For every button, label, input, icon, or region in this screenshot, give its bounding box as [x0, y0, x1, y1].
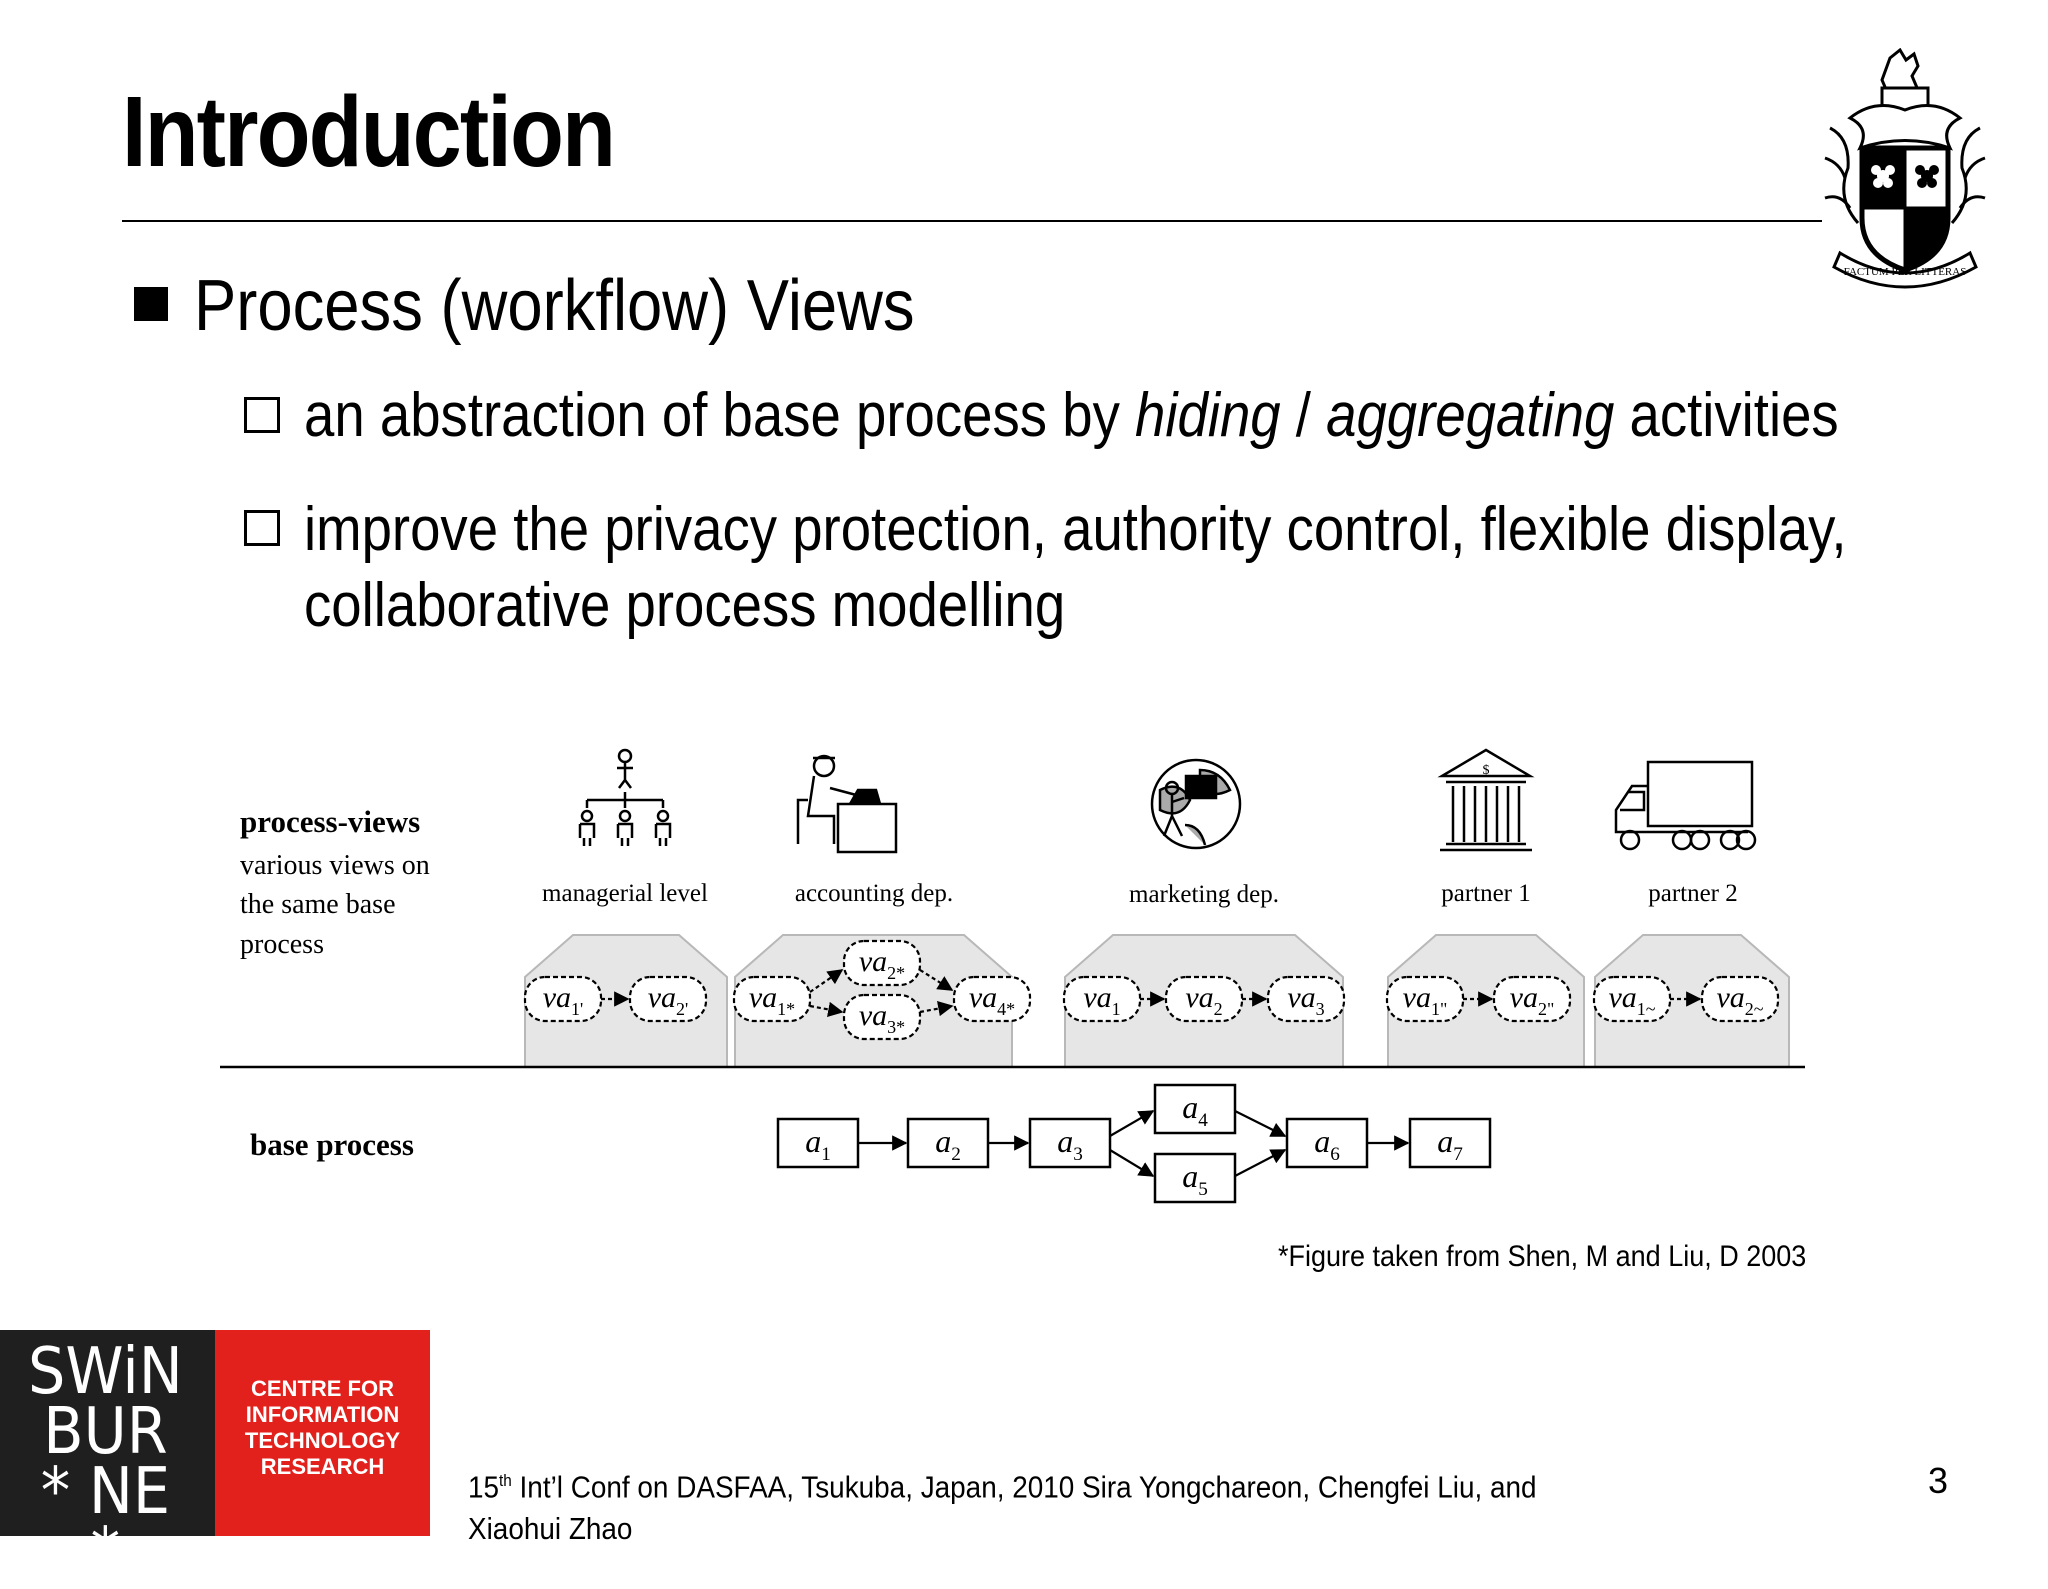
node-label: $va_{1"}$ — [1402, 981, 1448, 1019]
base-activity-node — [1155, 1154, 1235, 1202]
logo-line-2: BUR — [43, 1395, 168, 1469]
logo-centre-line: TECHNOLOGY — [244, 1428, 401, 1453]
managers-hierarchy-icon — [580, 750, 670, 846]
node-label: $va_{2*}$ — [858, 945, 906, 983]
view-activity-node — [1166, 977, 1242, 1021]
process-views-desc-line: process — [240, 929, 324, 960]
logo-wordmark-panel — [0, 1330, 215, 1589]
globe-salesman-icon — [1152, 760, 1240, 848]
base-activity-node — [1155, 1085, 1235, 1133]
truck-icon — [1616, 762, 1755, 849]
view-label-managerial: managerial level — [542, 880, 708, 907]
process-views-label: process-views — [240, 804, 421, 839]
flow-arrow — [1235, 1111, 1285, 1136]
sub-bullet-abstraction: an abstraction of base process by hiding / aggregating activities — [304, 381, 1839, 450]
node-label: $va_2$ — [1185, 981, 1223, 1019]
node-label: $a_1$ — [805, 1123, 831, 1165]
view-label-marketing: marketing dep. — [1129, 881, 1279, 908]
node-label: $va_{2\sim}$ — [1716, 981, 1764, 1019]
base-activity-node — [778, 1119, 858, 1167]
view-activity-node — [630, 977, 706, 1021]
node-label: $va_1$ — [1083, 981, 1121, 1019]
bullet-process-views: Process (workflow) Views — [194, 266, 915, 346]
flow-arrow — [1235, 1150, 1285, 1176]
node-label: $va_{4*}$ — [968, 981, 1016, 1019]
node-label: $va_{1*}$ — [748, 981, 796, 1019]
view-activity-node — [844, 995, 920, 1039]
view-activity-node — [1702, 977, 1778, 1021]
flow-arrow — [1110, 1111, 1153, 1136]
view-activity-node — [1594, 977, 1670, 1021]
view-activity-node — [1268, 977, 1344, 1021]
slide-footer: 15th Int’l Conf on DASFAA, Tsukuba, Japan, 2010 Sira Yongchareon, Chengfei Liu, and Xiaohui Zhao — [468, 1469, 1537, 1547]
view-activity-node — [1494, 977, 1570, 1021]
base-activity-node — [1410, 1119, 1490, 1167]
sub-bullet-marker — [244, 397, 280, 433]
title-divider — [122, 220, 1822, 222]
view-activity-node — [954, 977, 1030, 1021]
base-activity-node — [908, 1119, 988, 1167]
node-label: $a_4$ — [1182, 1089, 1208, 1131]
process-views-desc-line: the same base — [240, 889, 396, 920]
university-crest-icon — [1820, 48, 1990, 298]
sub-bullet-improvements: improve the privacy protection, authority control, flexible display, collaborative process modelling — [304, 495, 1847, 640]
node-label: $va_3$ — [1287, 981, 1325, 1019]
view-activity-node — [525, 977, 601, 1021]
view-label-partner1: partner 1 — [1441, 880, 1531, 907]
process-views-desc-line: various views on — [240, 850, 430, 881]
node-label: $a_2$ — [935, 1123, 961, 1165]
view-activity-node — [844, 941, 920, 985]
view-activity-node — [1064, 977, 1140, 1021]
node-label: $va_{2"}$ — [1509, 981, 1555, 1019]
logo-centre-panel — [215, 1330, 430, 1536]
node-label: $va_{1\sim}$ — [1608, 981, 1656, 1019]
node-label: $va_{1'}$ — [542, 981, 584, 1019]
swinburne-logo — [0, 1330, 430, 1589]
logo-line-1: SWiN — [28, 1335, 183, 1409]
view-activity-node — [734, 977, 810, 1021]
node-label: $va_{3*}$ — [858, 999, 906, 1037]
logo-centre-line: RESEARCH — [260, 1454, 385, 1479]
bullet-marker — [134, 287, 168, 321]
process-views-diagram — [210, 740, 1850, 1300]
node-label: $va_{2'}$ — [647, 981, 689, 1019]
view-activity-node — [1387, 977, 1463, 1021]
page-number: 3 — [1928, 1460, 1949, 1501]
base-activity-node — [1030, 1119, 1110, 1167]
node-label: $a_3$ — [1057, 1123, 1083, 1165]
base-activity-node — [1287, 1119, 1367, 1167]
slide-title: Introduction — [122, 76, 615, 188]
node-label: $a_7$ — [1437, 1123, 1463, 1165]
base-process-label: base process — [250, 1127, 414, 1162]
node-label: $a_5$ — [1182, 1158, 1208, 1200]
view-label-accounting: accounting dep. — [794, 880, 954, 907]
view-label-partner2: partner 2 — [1648, 880, 1738, 907]
bank-dollar-sign: $ — [1482, 763, 1490, 778]
logo-centre-line: INFORMATION — [245, 1402, 400, 1427]
sub-bullet-marker — [244, 510, 280, 546]
accountant-desk-icon — [798, 756, 896, 852]
node-label: $a_6$ — [1314, 1123, 1340, 1165]
logo-centre-line: CENTRE FOR — [251, 1376, 394, 1401]
flow-arrow — [1110, 1150, 1153, 1176]
crest-motto: FACTUM PER LITTERAS — [1843, 266, 1967, 278]
figure-caption: *Figure taken from Shen, M and Liu, D 2003 — [1278, 1240, 1807, 1273]
logo-line-3: * NE * — [40, 1455, 171, 1589]
